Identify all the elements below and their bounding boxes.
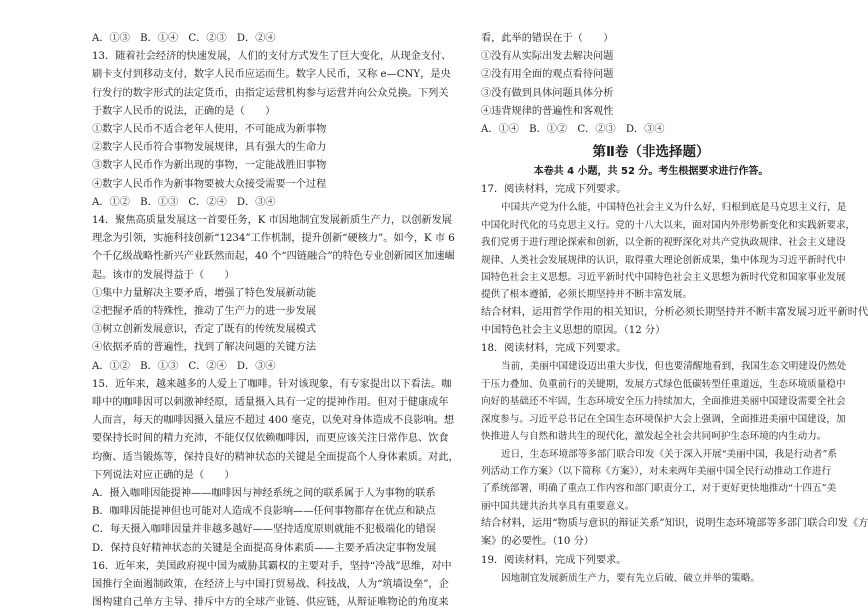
text-line: ④数字人民币作为新事物要被大众接受需要一个过程 bbox=[92, 178, 327, 190]
text-line: ②数字人民币符合事物发展规律，具有强大的生命力 bbox=[92, 142, 327, 154]
text-line: 行发行的数字形式的法定货币，由指定运营机构参与运营并向公众兑换。下列关 bbox=[92, 87, 449, 99]
text-line: ①集中力量解决主要矛盾，增强了特色发展新动能 bbox=[92, 287, 317, 299]
material-line: 丽中国共建共治共享具有重要意义。 bbox=[481, 500, 635, 512]
left-column bbox=[92, 30, 459, 613]
text-line: 要保持长时间的精力充沛，不能仅仅依赖咖啡因，而更应该关注日常作息、饮食 bbox=[92, 433, 449, 445]
text-line: A．①③ B．①④ C．②③ D．②④ bbox=[92, 33, 276, 44]
material-line: 快推进人与自然和谐共生的现代化，激发起全社会共同呵护生态环境的内生动力。 bbox=[481, 431, 827, 443]
material-line: 当前，美丽中国建设迈出重大步伐，但也要清醒地看到，我国生态文明建设仍然处 bbox=[501, 361, 847, 373]
material-line: 我们党勇于进行理论探索和创新，以全新的视野深化对共产党执政规律、社会主义建设 bbox=[481, 237, 846, 249]
material-line: 于压力叠加、负重前行的关键期，发展方式绿色低碳转型任重道远，生态环境质量稳中 bbox=[481, 378, 846, 390]
section-title: 第Ⅱ卷（非选择题） bbox=[592, 144, 710, 161]
material-line: 中国化时代化的马克思主义行。党的十八大以来，面对国内外形势新变化和实践新要求， bbox=[481, 219, 856, 231]
text-line: 14．聚焦高质量发展这一首要任务，K 市因地制宜发展新质生产力，以创新发展 bbox=[92, 215, 452, 227]
material-line: 深度参与。习近平总书记在全国生态环境保护大会上强调，全面推进美丽中国建设，加 bbox=[481, 413, 846, 425]
material-line: 近日，生态环境部等多部门联合印发《关于深入开展“美丽中国，我是行动者”系 bbox=[501, 448, 837, 460]
question-19-head: 19．阅读材料，完成下列要求。 bbox=[481, 554, 627, 566]
text-line: ①没有从实际出发去解决问题 bbox=[481, 51, 614, 63]
task-line: 案》的必要性。（10 分） bbox=[481, 536, 594, 548]
text-line: A．①④ B．①② C．②③ D．③④ bbox=[481, 124, 665, 136]
text-line: ③没有做到具体问题具体分析 bbox=[481, 87, 614, 99]
text-line: A．①② B．①③ C．②④ D．③④ bbox=[92, 196, 276, 208]
section-note: 本卷共 4 小题，共 52 分。考生根据要求进行作答。 bbox=[533, 166, 769, 178]
text-line: 均衡、适当锻炼等，保持良好的精神状态的关键是全面提高个人身体素质。对此， bbox=[92, 451, 459, 463]
right-column bbox=[481, 30, 868, 587]
text-line: A．①② B．①③ C．②④ D．③④ bbox=[92, 360, 276, 372]
text-line: ④依据矛盾的普遍性，找到了解决问题的关键方法 bbox=[92, 342, 317, 354]
text-line: B．咖啡因能提神但也可能对人造成不良影响——任何事物都存在优点和缺点 bbox=[92, 506, 436, 518]
text-line: 个千亿级战略性新兴产业跃然而起，40 个“四链融合”的特色专业创新园区加速崛 bbox=[92, 251, 455, 263]
task-line: 结合材料，运用哲学作用的相关知识，分析必须长期坚持并不断丰富发展习近平新时代 bbox=[481, 306, 868, 318]
text-line: C．每天摄入咖啡因量并非越多越好——坚持适度原则就能不犯极端化的错误 bbox=[92, 524, 436, 536]
text-line: 于数字人民币的说法，正确的是（ ） bbox=[92, 105, 276, 117]
text-line: 下列说法对应正确的是（ ） bbox=[92, 469, 235, 481]
text-line: 起。该市的发展得益于（ ） bbox=[92, 269, 235, 281]
text-line: 国推行全面遏制政策，在经济上与中国打贸易战、科技战，人为“筑墙设垒”，企 bbox=[92, 579, 449, 591]
text-line: A．摄入咖啡因能提神——咖啡因与神经系统之间的联系属于人为事物的联系 bbox=[92, 488, 436, 500]
text-line: 13．随着社会经济的快速发展，人们的支付方式发生了巨大变化，从现金支付、 bbox=[92, 51, 452, 63]
text-line: 图构建自己单方主导、排斥中方的全球产业链、供应链，从辩证唯物论的角度来 bbox=[92, 597, 449, 609]
text-line: ②没有用全面的观点看待问题 bbox=[481, 69, 614, 81]
material-line: 列活动工作方案》（以下简称《方案》），对未来两年美丽中国全民行动推动工作进行 bbox=[481, 465, 832, 477]
material-line: 规律、人类社会发展规律的认识，取得重大理论创新成果，集中体现为习近平新时代中 bbox=[481, 254, 846, 266]
material-line: 因地制宜发展新质生产力，要有先立后破、破立并举的策略。 bbox=[501, 572, 761, 584]
task-line: 中国特色社会主义思想的原因。（12 分） bbox=[481, 325, 666, 337]
text-line: 理念为引领，实施科技创新“1234”工作机制，提升创新“硬核力”。如今，K 市 6 bbox=[92, 233, 455, 245]
text-line: 刷卡支付到移动支付，数字人民币应运而生。数字人民币，又称 e—CNY，是央 bbox=[92, 69, 451, 81]
text-line: ③树立创新发展意识，否定了既有的传统发展模式 bbox=[92, 324, 317, 336]
material-line: 向好的基础还不牢固，生态环境安全压力持续加大，全面推进美丽中国建设需要全社会 bbox=[481, 396, 846, 408]
question-17-head: 17．阅读材料，完成下列要求。 bbox=[481, 184, 627, 196]
material-line: 中国共产党为什么能，中国特色社会主义为什么好，归根到底是马克思主义行，是 bbox=[501, 202, 847, 214]
text-line: D．保持良好精神状态的关键是全面提高身体素质——主要矛盾决定事物发展 bbox=[92, 542, 437, 554]
text-line: 看，此举的错误在于（ ） bbox=[481, 33, 614, 44]
text-line: 16．近年来，美国政府视中国为威胁其霸权的主要对手，坚持“冷战”思维，对中 bbox=[92, 560, 452, 572]
material-line: 国特色社会主义思想。习近平新时代中国特色社会主义思想为新时代党和国家事业发展 bbox=[481, 272, 846, 284]
question-18-head: 18．阅读材料，完成下列要求。 bbox=[481, 343, 627, 355]
task-line: 结合材料，运用“物质与意识的辩证关系”知识，说明生态环境部等多部门联合印发《方 bbox=[481, 518, 868, 530]
text-line: 15．近年来，越来越多的人爱上了咖啡。针对该现象，有专家提出以下看法。咖 bbox=[92, 378, 452, 390]
text-line: ①数字人民币不适合老年人使用，不可能成为新事物 bbox=[92, 124, 327, 136]
text-line: 啡中的咖啡因可以刺激神经原，适量摄入具有一定的提神作用。但对于健康成年 bbox=[92, 397, 449, 409]
material-line: 了系统部署，明确了重点工作内容和部门职责分工，对于更好更快地推动“十四五”美 bbox=[481, 483, 837, 495]
material-line: 提供了根本遵循，必须长期坚持并不断丰富发展。 bbox=[481, 289, 693, 301]
text-line: ③数字人民币作为新出现的事物，一定能战胜旧事物 bbox=[92, 160, 327, 172]
text-line: ④违背规律的普遍性和客观性 bbox=[481, 105, 614, 117]
text-line: ②把握矛盾的特殊性，推动了生产力的进一步发展 bbox=[92, 306, 317, 318]
text-line: 人而言，每天的咖啡因摄入量应不超过 400 毫克，以免对身体造成不良影响。想 bbox=[92, 415, 455, 427]
